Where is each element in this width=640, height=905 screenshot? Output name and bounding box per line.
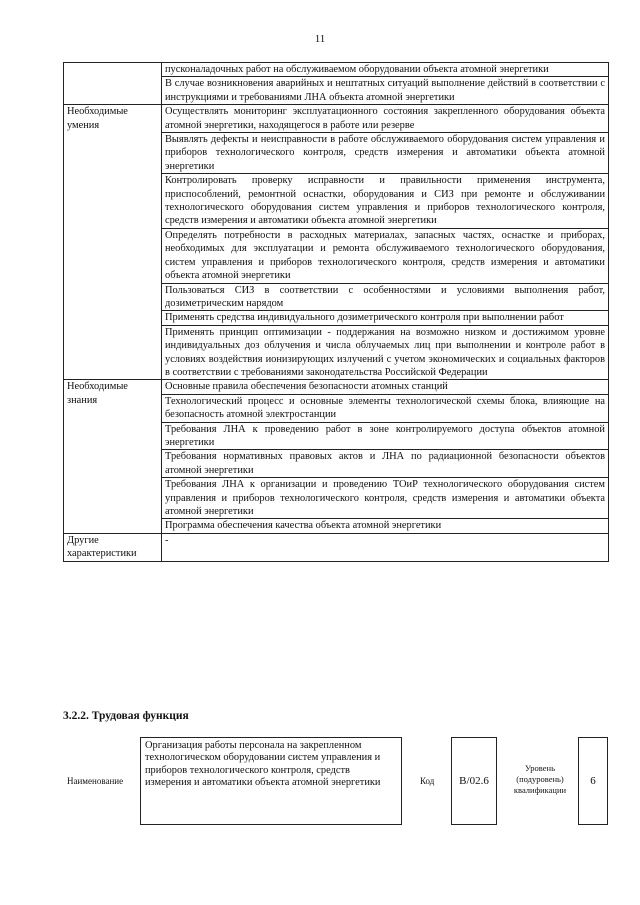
row-label-knowledge: Необходимые знания <box>64 380 162 533</box>
table-row <box>64 105 609 133</box>
table-cell: В случае возникновения аварийных и нештатных ситуаций выполнение действий в соответствии с инструкциями и требованиями ЛНА объекта атомной энергетики <box>162 77 609 105</box>
row-label-skills: Необходимые умения <box>64 105 162 380</box>
table-cell: Программа обеспечения качества объекта атомной энергетики <box>162 519 609 533</box>
row-label-other: Другие характеристики <box>64 533 162 561</box>
code-label: Код <box>420 776 435 786</box>
competency-table <box>63 62 609 562</box>
table-cell: Технологический процесс и основные элементы технологической схемы блока, влияющие на безопасность атомной электростанции <box>162 394 609 422</box>
table-cell: Применять средства индивидуального дозиметрического контроля при выполнении работ <box>162 311 609 325</box>
table-cell: Определять потребности в расходных материалах, запасных частях, оснастке и приборах, необходимых для эксплуатации и ремонта обслуживаемого технологического оборудования, систем управления и приборов технологического контроля, средств измерения и автоматики объекта атомной энергетики <box>162 228 609 283</box>
level-label: Уровень (подуровень) квалификации <box>513 763 567 795</box>
table-cell: Требования нормативных правовых актов и ЛНА по радиационной безопасности объектов атомной энергетики <box>162 450 609 478</box>
table-cell: Требования ЛНА к организации и проведению ТОиР технологического оборудования систем управления и приборов технологического контроля, средств измерения и автоматики объекта атомной энергетики <box>162 478 609 519</box>
code-box: B/02.6 <box>451 737 497 825</box>
function-name-box: Организация работы персонала на закрепленном технологическом оборудовании систем управления и приборов технологического контроля, средств измерения и автоматики объекта атомной энергетики <box>140 737 402 825</box>
table-cell: пусконаладочных работ на обслуживаемом оборудовании объекта атомной энергетики <box>162 63 609 77</box>
section-title: 3.2.2. Трудовая функция <box>63 710 189 722</box>
table-cell: Применять принцип оптимизации - поддержания на возможно низком и достижимом уровне индивидуальных доз облучения и числа облучаемых лиц при выполнении и контроле работ в условиях воздействия ионизирующих излучений с учетом экономических и социальных факторов в соответствии с требованиями законодательства Российской Федерации <box>162 325 609 380</box>
table-cell: Контролировать проверку исправности и правильности применения инструмента, приспособлений, ремонтной оснастки, оборудования и СИЗ при ремонте и обслуживании технологического оборудования систем управления и приборов технологического контроля, средств измерения и автоматики объекта атомной энергетики <box>162 174 609 229</box>
level-box: 6 <box>578 737 608 825</box>
table-cell: Основные правила обеспечения безопасности атомных станций <box>162 380 609 394</box>
name-label: Наименование <box>67 776 124 786</box>
table-row <box>64 533 609 561</box>
table-row <box>64 380 609 394</box>
page-number: 11 <box>314 33 326 45</box>
table-cell: - <box>162 533 609 561</box>
table-row <box>64 63 609 77</box>
table-cell: Требования ЛНА к проведению работ в зоне контролируемого доступа объектов атомной энергетики <box>162 422 609 450</box>
table-cell: Осуществлять мониторинг эксплуатационного состояния закрепленного оборудования объекта атомной энергетики, находящегося в работе или резерве <box>162 105 609 133</box>
table-cell: Пользоваться СИЗ в соответствии с особенностями и условиями выполнения работ, дозиметрическим нарядом <box>162 283 609 311</box>
row-label <box>64 63 162 105</box>
table-cell: Выявлять дефекты и неисправности в работе обслуживаемого оборудования систем управления и приборов технологического контроля, средств измерения и автоматики объекта атомной энергетики <box>162 133 609 174</box>
